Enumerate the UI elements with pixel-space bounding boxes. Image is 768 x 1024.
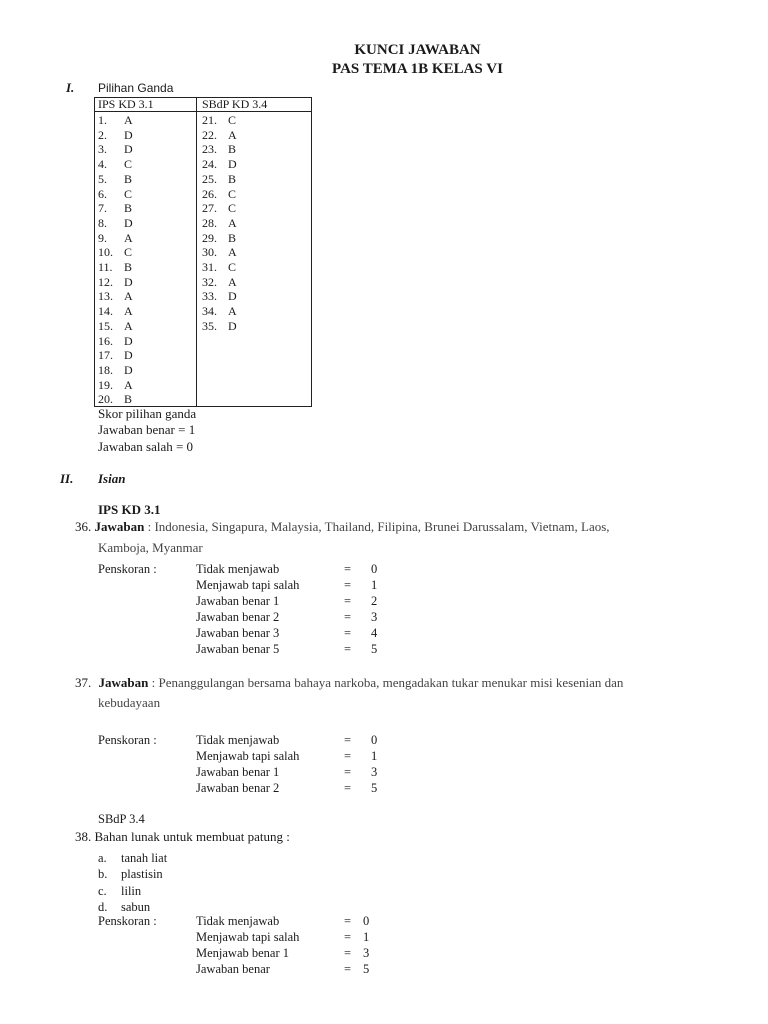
answer-row	[202, 319, 237, 334]
answer-letter: A	[228, 304, 237, 319]
answer-number: 17.	[98, 348, 113, 363]
answer-letter: B	[124, 201, 133, 216]
answer-letter: B	[228, 171, 237, 186]
answer-row	[98, 304, 133, 319]
answer-number: 1.	[98, 113, 107, 127]
answer-number: 25.	[202, 171, 217, 186]
scoring-description: Menjawab tapi salah	[196, 749, 300, 763]
scoring-value: 1	[371, 749, 378, 763]
answer-row	[98, 348, 133, 363]
answer-letter: C	[228, 186, 237, 201]
option-text: plastisin	[121, 867, 163, 882]
answer-text: : Penanggulangan bersama bahaya narkoba, mengadakan tukar menukar misi kesenian dan	[151, 675, 624, 690]
scoring-row	[196, 626, 396, 642]
answer-row	[202, 304, 237, 319]
scoring-value: 5	[363, 962, 370, 976]
answer-row	[202, 245, 237, 260]
answer-number: 19.	[98, 377, 113, 392]
scoring-description: Jawaban benar 5	[196, 642, 280, 656]
option-text: sabun	[121, 899, 151, 914]
option-letter: a.	[98, 851, 107, 865]
answer-letter: C	[228, 201, 237, 216]
question-text: Bahan lunak untuk membuat patung :	[94, 829, 290, 844]
scoring-label: Penskoran :	[98, 733, 157, 747]
answer-label: Jawaban	[94, 519, 145, 534]
scoring-row	[196, 578, 396, 594]
answer-row	[98, 363, 133, 378]
scoring-equals: =	[344, 594, 352, 608]
answer-number: 16.	[98, 333, 113, 348]
scoring-description: Tidak menjawab	[196, 914, 280, 928]
table-header-ips: IPS KD 3.1	[98, 97, 154, 111]
answer-row	[98, 172, 133, 187]
answer-row	[98, 113, 133, 128]
answer-number: 35.	[202, 318, 217, 333]
answer-letter: A	[124, 230, 133, 245]
answer-number: 33.	[202, 289, 217, 304]
options-list-38	[98, 850, 167, 915]
scoring-row	[196, 642, 396, 658]
answer-letter: B	[124, 171, 133, 186]
scoring-equals: =	[344, 946, 352, 960]
answer-number: 6.	[98, 186, 107, 201]
scoring-row	[196, 765, 396, 781]
scoring-value: 0	[371, 733, 378, 747]
answer-letter: A	[124, 377, 133, 392]
section-1-heading: Pilihan Ganda	[98, 81, 174, 95]
scoring-description: Menjawab tapi salah	[196, 578, 300, 592]
scoring-row	[196, 749, 396, 765]
scoring-equals: =	[344, 562, 352, 576]
answer-number: 32.	[202, 274, 217, 289]
question-37	[75, 675, 623, 691]
page-title: KUNCI JAWABAN	[354, 42, 481, 58]
answer-row	[202, 231, 237, 246]
answer-number: 14.	[98, 304, 113, 319]
scoring-row	[196, 962, 396, 978]
answer-letter: D	[124, 142, 133, 157]
answer-number: 31.	[202, 260, 217, 275]
scoring-value: 0	[363, 914, 370, 928]
answer-letter: A	[124, 113, 133, 127]
scoring-row	[196, 914, 396, 930]
section-1-numeral: I.	[66, 80, 75, 95]
score-wrong: Jawaban salah = 0	[98, 439, 194, 454]
answer-row	[98, 319, 133, 334]
answer-row	[98, 334, 133, 349]
answer-text-continued: Kamboja, Myanmar	[98, 540, 203, 555]
page-subtitle: PAS TEMA 1B KELAS VI	[332, 61, 503, 77]
question-36	[75, 519, 610, 535]
scoring-description: Tidak menjawab	[196, 562, 280, 576]
answer-letter: A	[228, 215, 237, 230]
answer-number: 34.	[202, 304, 217, 319]
option-item	[98, 883, 167, 899]
option-letter: c.	[98, 883, 107, 898]
answer-number: 20.	[98, 392, 113, 407]
answer-number: 3.	[98, 142, 107, 157]
scoring-equals: =	[344, 765, 352, 779]
scoring-description: Jawaban benar 1	[196, 765, 280, 779]
answer-row	[98, 157, 133, 172]
answer-number: 26.	[202, 186, 217, 201]
answer-row	[202, 201, 237, 216]
answer-row	[98, 201, 133, 216]
answer-letter: D	[124, 127, 133, 142]
scoring-row	[196, 610, 396, 626]
answer-letter: A	[228, 274, 237, 289]
answer-letter: B	[124, 260, 133, 275]
scoring-description: Jawaban benar 3	[196, 626, 280, 640]
answer-row	[98, 260, 133, 275]
subheading-ips: IPS KD 3.1	[98, 502, 161, 517]
scoring-description: Jawaban benar 2	[196, 781, 280, 795]
answer-row	[202, 113, 237, 128]
answer-column-ips	[98, 113, 133, 407]
answer-number: 24.	[202, 157, 217, 172]
answer-number: 11.	[98, 260, 113, 275]
answer-row	[98, 216, 133, 231]
scoring-row	[196, 930, 396, 946]
scoring-equals: =	[344, 642, 352, 656]
scoring-value: 3	[371, 765, 378, 779]
answer-letter: D	[124, 362, 133, 377]
score-correct: Jawaban benar = 1	[98, 422, 196, 437]
answer-text: : Indonesia, Singapura, Malaysia, Thailand, Filipina, Brunei Darussalam, Vietnam, Laos,	[147, 519, 610, 534]
answer-number: 27.	[202, 201, 217, 216]
scoring-value: 5	[371, 642, 378, 656]
scoring-table-37	[196, 733, 396, 797]
option-text: tanah liat	[121, 851, 168, 865]
answer-number: 29.	[202, 230, 217, 245]
scoring-description: Jawaban benar	[196, 962, 270, 976]
answer-letter: D	[124, 348, 133, 363]
answer-letter: A	[228, 245, 237, 260]
answer-row	[202, 260, 237, 275]
section-2-heading: Isian	[98, 471, 126, 486]
answer-number: 10.	[98, 245, 113, 260]
scoring-equals: =	[344, 733, 352, 747]
answer-letter: C	[124, 157, 133, 172]
answer-letter: C	[228, 260, 237, 275]
answer-key-table	[94, 97, 312, 407]
answer-row	[98, 245, 133, 260]
scoring-table-38	[196, 914, 396, 978]
scoring-value: 1	[371, 578, 378, 592]
answer-row	[98, 128, 133, 143]
answer-letter: C	[124, 186, 133, 201]
scoring-value: 4	[371, 626, 378, 640]
answer-row	[98, 142, 133, 157]
answer-row	[202, 128, 237, 143]
answer-number: 30.	[202, 245, 217, 260]
option-letter: d.	[98, 899, 108, 914]
answer-row	[202, 157, 237, 172]
question-number: 38.	[75, 829, 92, 844]
answer-letter: D	[228, 157, 237, 172]
scoring-label: Penskoran :	[98, 562, 157, 576]
subheading-sbdp: SBdP 3.4	[98, 812, 145, 826]
answer-row	[98, 187, 133, 202]
scoring-value: 3	[363, 946, 370, 960]
option-letter: b.	[98, 867, 108, 882]
answer-letter: C	[124, 245, 133, 260]
question-number: 37.	[75, 675, 92, 690]
answer-row	[202, 289, 237, 304]
table-column-divider	[196, 98, 197, 406]
answer-number: 12.	[98, 274, 113, 289]
answer-row	[98, 392, 133, 407]
answer-number: 28.	[202, 215, 217, 230]
answer-row	[202, 142, 237, 157]
scoring-description: Jawaban benar 1	[196, 594, 280, 608]
answer-number: 22.	[202, 127, 217, 142]
scoring-row	[196, 946, 396, 962]
answer-label: Jawaban	[98, 675, 149, 690]
answer-row	[202, 187, 237, 202]
scoring-equals: =	[344, 578, 352, 592]
answer-letter: D	[124, 274, 133, 289]
answer-letter: D	[124, 215, 133, 230]
answer-number: 23.	[202, 142, 217, 157]
scoring-value: 2	[371, 594, 378, 608]
section-2-numeral: II.	[60, 471, 74, 486]
answer-number: 21.	[202, 113, 217, 127]
table-header-sbdp: SBdP KD 3.4	[202, 97, 268, 111]
answer-letter: A	[228, 127, 237, 142]
scoring-value: 1	[363, 930, 370, 944]
scoring-value: 0	[371, 562, 378, 576]
scoring-description: Jawaban benar 2	[196, 610, 280, 624]
scoring-row	[196, 594, 396, 610]
scoring-equals: =	[344, 930, 352, 944]
scoring-equals: =	[344, 626, 352, 640]
scoring-row	[196, 781, 396, 797]
option-item	[98, 899, 167, 915]
answer-letter: A	[124, 304, 133, 319]
scoring-value: 3	[371, 610, 378, 624]
score-title: Skor pilihan ganda	[98, 406, 197, 421]
answer-letter: D	[124, 333, 133, 348]
answer-number: 9.	[98, 230, 107, 245]
answer-letter: A	[124, 289, 133, 304]
scoring-table-36	[196, 562, 396, 658]
answer-number: 5.	[98, 171, 107, 186]
scoring-description: Menjawab tapi salah	[196, 930, 300, 944]
question-number: 36.	[75, 519, 92, 534]
answer-row	[202, 216, 237, 231]
scoring-description: Menjawab benar 1	[196, 946, 290, 960]
answer-row	[98, 378, 133, 393]
scoring-value: 5	[371, 781, 378, 795]
answer-column-sbdp	[202, 113, 237, 334]
answer-row	[98, 275, 133, 290]
scoring-equals: =	[344, 781, 352, 795]
answer-letter: D	[228, 318, 237, 333]
scoring-row	[196, 733, 396, 749]
option-item	[98, 850, 167, 866]
answer-number: 13.	[98, 289, 113, 304]
answer-row	[202, 275, 237, 290]
answer-letter: C	[228, 113, 237, 127]
answer-row	[98, 231, 133, 246]
answer-row	[98, 289, 133, 304]
answer-number: 4.	[98, 157, 107, 172]
scoring-equals: =	[344, 962, 352, 976]
option-item	[98, 866, 167, 882]
scoring-equals: =	[344, 749, 352, 763]
answer-number: 7.	[98, 201, 107, 216]
scoring-label: Penskoran :	[98, 914, 157, 928]
answer-letter: B	[124, 392, 133, 407]
answer-letter: B	[228, 230, 237, 245]
question-38	[75, 829, 290, 845]
scoring-equals: =	[344, 914, 352, 928]
answer-number: 8.	[98, 215, 107, 230]
scoring-equals: =	[344, 610, 352, 624]
answer-letter: D	[228, 289, 237, 304]
option-text: lilin	[121, 883, 142, 898]
answer-number: 15.	[98, 318, 113, 333]
answer-letter: A	[124, 318, 133, 333]
answer-number: 18.	[98, 362, 113, 377]
answer-letter: B	[228, 142, 237, 157]
answer-number: 2.	[98, 127, 107, 142]
scoring-description: Tidak menjawab	[196, 733, 280, 747]
answer-text-continued: kebudayaan	[98, 695, 161, 710]
answer-row	[202, 172, 237, 187]
scoring-row	[196, 562, 396, 578]
